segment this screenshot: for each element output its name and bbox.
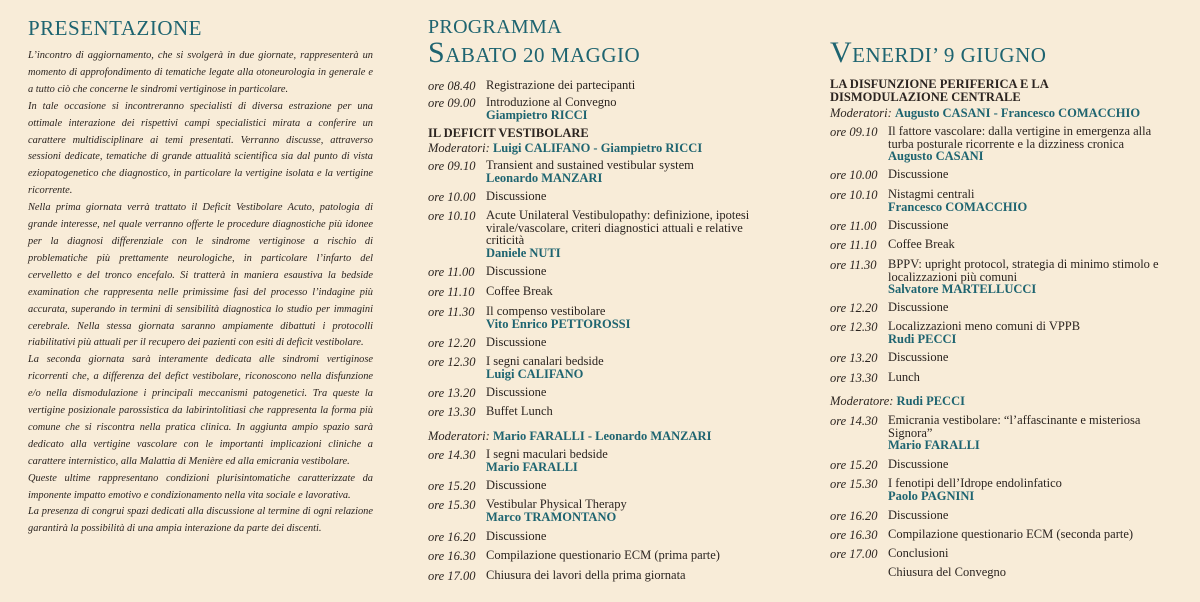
- moderators-label: Moderatori:: [428, 141, 490, 155]
- presentazione-body: [28, 48, 373, 538]
- schedule-time: ore 11.10: [830, 238, 877, 252]
- schedule-entry: [888, 219, 1175, 232]
- schedule-entry: [888, 566, 1175, 579]
- speaker-name: Mario FARALLI: [888, 438, 980, 452]
- presentazione-column: [28, 0, 373, 602]
- schedule-time: ore 11.10: [428, 285, 475, 299]
- schedule-text: Discussione: [888, 508, 949, 522]
- schedule-time: ore 15.30: [830, 477, 878, 491]
- speaker-name: Rudi PECCI: [888, 331, 957, 346]
- schedule-text: Discussione: [888, 350, 949, 364]
- schedule-time: ore 10.10: [428, 209, 476, 223]
- day-initial: S: [428, 36, 446, 69]
- schedule-text: Discussione: [486, 478, 547, 492]
- schedule-entry: [486, 79, 768, 92]
- schedule-entry: [486, 209, 768, 259]
- schedule-text: Chiusura del Convegno: [888, 565, 1007, 579]
- schedule-text: I segni maculari bedside: [486, 447, 608, 461]
- venerdi-day-heading: [830, 36, 1046, 70]
- programma-title: PROGRAMMA: [428, 16, 562, 38]
- schedule-entry: [486, 479, 768, 492]
- schedule-entry: [888, 301, 1175, 314]
- schedule-entry: [888, 125, 1175, 163]
- schedule-text: Chiusura dei lavori della prima giornata: [486, 568, 686, 582]
- schedule-text: Discussione: [486, 264, 547, 278]
- schedule-time: ore 09.10: [428, 159, 476, 173]
- sabato-day-heading: [428, 36, 640, 70]
- schedule-time: ore 16.30: [428, 549, 476, 563]
- schedule-text: Emicrania vestibolare: “l’affascinante e misteriosa Signora”: [888, 413, 1141, 440]
- schedule-time: ore 15.20: [428, 479, 476, 493]
- schedule-text: Introduzione al Convegno: [486, 95, 617, 109]
- schedule-time: ore 16.20: [428, 530, 476, 544]
- schedule-entry: [888, 477, 1175, 502]
- presentazione-paragraph: Queste ultime rappresentano condizioni plurisintomatiche caratterizzate da imponente impatto emotivo e condizionamento nella vita sociale e lavorativa.: [28, 472, 373, 501]
- schedule-text: Il fattore vascolare: dalla vertigine in emergenza alla turba posturale ricorrente e la dizziness cronica: [888, 124, 1152, 151]
- schedule-entry: [888, 188, 1175, 213]
- schedule-entry: [486, 96, 768, 121]
- moderators-names: Augusto CASANI - Francesco COMACCHIO: [894, 106, 1141, 120]
- schedule-time: ore 10.00: [428, 190, 476, 204]
- schedule-time: ore 14.30: [830, 414, 878, 428]
- schedule-text: Discussione: [888, 300, 949, 314]
- schedule-text: Coffee Break: [486, 284, 553, 298]
- schedule-entry: [486, 386, 768, 399]
- schedule-text: BPPV: upright protocol, strategia di minimo stimolo e localizzazioni più comuni: [888, 257, 1159, 284]
- schedule-entry: [486, 530, 768, 543]
- schedule-entry: [888, 258, 1175, 296]
- schedule-entry: [486, 159, 768, 184]
- presentazione-paragraph: L’incontro di aggiornamento, che si svolgerà in due giornate, rappresenterà un momento di approfondimento di tematiche legate alla otoneurologia in generale e a tutto ciò che concerne le sindromi vertiginose in particolare.: [28, 50, 373, 95]
- schedule-text: Transient and sustained vestibular system: [486, 158, 694, 172]
- schedule-time: ore 13.20: [830, 351, 878, 365]
- moderators: [830, 106, 1140, 121]
- schedule-text: Discussione: [888, 167, 949, 181]
- schedule-text: I fenotipi dell’Idrope endolinfatico: [888, 476, 1062, 490]
- schedule-text: Discussione: [486, 529, 547, 543]
- moderators-label: Moderatori:: [428, 429, 490, 443]
- schedule-time: ore 15.30: [428, 498, 476, 512]
- schedule-entry: [888, 509, 1175, 522]
- schedule-time: ore 12.20: [830, 301, 878, 315]
- speaker-name: Marco TRAMONTANO: [486, 509, 617, 524]
- presentazione-title: PRESENTAZIONE: [28, 16, 202, 40]
- schedule-text: Compilazione questionario ECM (seconda parte): [888, 527, 1134, 541]
- schedule-time: ore 11.30: [428, 305, 475, 319]
- schedule-time: ore 09.10: [830, 125, 878, 139]
- schedule-entry: [486, 285, 768, 298]
- speaker-name: Francesco COMACCHIO: [888, 199, 1028, 214]
- schedule-time: ore 11.00: [428, 265, 475, 279]
- moderators: [428, 141, 702, 156]
- schedule-entry: [486, 305, 768, 330]
- section-title: IL DEFICIT VESTIBOLARE: [428, 126, 589, 140]
- schedule-time: ore 10.10: [830, 188, 878, 202]
- schedule-time: ore 12.20: [428, 336, 476, 350]
- schedule-text: Coffee Break: [888, 237, 955, 251]
- speaker-name: Mario FARALLI: [486, 459, 578, 474]
- presentazione-paragraph: Nella prima giornata verrà trattato il Deficit Vestibolare Acuto, patologia di grande interesse, nel quale verranno offerte le procedure diagnostiche più idonee per la diagnosi differenziale con le sindrome vertiginose a rischio di problematiche più prettamente neurologiche, in particolare l’infarto del cervelletto e del tronco encefalo. Si tratterà in maniera esaustiva la bedside examination che rappresenta nelle primissime fasi del processo l’indagine più accurata, superando in termini di sensibilità diagnostica lo studio per immagini cerebrale. Nella stessa giornata saranno ampiamente dibattuti i protocolli riabilitativi più attuali per il recupero dei pazienti con esiti di deficit vestibolare.: [28, 202, 373, 349]
- schedule-entry: [888, 547, 1175, 560]
- moderators-names: Rudi PECCI: [896, 394, 965, 408]
- schedule-entry: [888, 238, 1175, 251]
- schedule-entry: [486, 549, 768, 562]
- schedule-text: Discussione: [888, 218, 949, 232]
- schedule-time: ore 15.20: [830, 458, 878, 472]
- schedule-entry: [486, 265, 768, 278]
- speaker-name: Augusto CASANI: [888, 149, 984, 163]
- schedule-text: Il compenso vestibolare: [486, 304, 606, 318]
- schedule-entry: [486, 355, 768, 380]
- schedule-entry: [486, 336, 768, 349]
- schedule-time: ore 12.30: [428, 355, 476, 369]
- schedule-text: Discussione: [486, 335, 547, 349]
- schedule-time: ore 13.30: [830, 371, 878, 385]
- venerdi-column: [830, 0, 1175, 602]
- moderators: [428, 429, 711, 444]
- speaker-name: Salvatore MARTELLUCCI: [888, 282, 1037, 296]
- presentazione-paragraph: In tale occasione si incontreranno specialisti di diversa estrazione per una ottimale interazione dei rispettivi campi specialistici mirata a conferire un carattere multidisciplinare ai temi presentati. Verranno discusse, attraverso sessioni dedicate, tematiche di grande attualità scientifica sia dal punto di vista eziopatogenetico che diagnostico, in particolare la vertigine isolata e la vertigine ricorrente.: [28, 100, 373, 197]
- programma-column: [428, 0, 768, 602]
- schedule-entry: [486, 498, 768, 523]
- schedule-time: ore 16.30: [830, 528, 878, 542]
- speaker-name: Leonardo MANZARI: [486, 170, 603, 185]
- schedule-entry: [888, 458, 1175, 471]
- schedule-entry: [888, 351, 1175, 364]
- schedule-text: Buffet Lunch: [486, 404, 553, 418]
- schedule-text: Discussione: [888, 457, 949, 471]
- schedule-text: Lunch: [888, 370, 920, 384]
- moderators-label: Moderatori:: [830, 106, 892, 120]
- moderators-names: Luigi CALIFANO - Giampietro RICCI: [492, 141, 703, 155]
- schedule-time: ore 11.30: [830, 258, 877, 272]
- speaker-name: Daniele NUTI: [486, 245, 561, 260]
- schedule-text: Compilazione questionario ECM (prima parte): [486, 548, 720, 562]
- schedule-text: Registrazione dei partecipanti: [486, 78, 636, 92]
- schedule-text: Acute Unilateral Vestibulopathy: definizione, ipotesi virale/vascolare, criteri diagnostici attuali e relative criticità: [486, 208, 750, 247]
- day-rest: ENERDI’ 9 GIUGNO: [852, 43, 1047, 67]
- schedule-time: ore 16.20: [830, 509, 878, 523]
- schedule-time: ore 10.00: [830, 168, 878, 182]
- schedule-text: Vestibular Physical Therapy: [486, 497, 627, 511]
- schedule-entry: [486, 569, 768, 582]
- schedule-entry: [888, 414, 1175, 452]
- schedule-text: Nistagmi centrali: [888, 187, 975, 201]
- schedule-entry: [486, 190, 768, 203]
- day-rest: ABATO 20 MAGGIO: [445, 43, 641, 67]
- speaker-name: Paolo PAGNINI: [888, 488, 975, 503]
- moderators-label: Moderatore:: [830, 394, 894, 408]
- schedule-entry: [486, 448, 768, 473]
- schedule-entry: [888, 528, 1175, 541]
- schedule-text: Localizzazioni meno comuni di VPPB: [888, 319, 1081, 333]
- schedule-time: ore 13.30: [428, 405, 476, 419]
- schedule-time: ore 17.00: [428, 569, 476, 583]
- schedule-text: Discussione: [486, 189, 547, 203]
- schedule-time: ore 08.40: [428, 79, 476, 93]
- presentazione-paragraph: La presenza di congrui spazi dedicati alla discussione al termine di ogni relazione garantirà la possibilità di una ampia interazione da parte dei discenti.: [28, 506, 373, 535]
- speaker-name: Giampietro RICCI: [486, 107, 588, 122]
- speaker-name: Luigi CALIFANO: [486, 366, 584, 381]
- schedule-time: ore 14.30: [428, 448, 476, 462]
- day-initial: V: [830, 36, 853, 69]
- schedule-text: I segni canalari bedside: [486, 354, 604, 368]
- schedule-text: Conclusioni: [888, 546, 949, 560]
- schedule-entry: [888, 320, 1175, 345]
- schedule-time: ore 13.20: [428, 386, 476, 400]
- schedule-entry: [888, 371, 1175, 384]
- schedule-entry: [486, 405, 768, 418]
- schedule-time: ore 09.00: [428, 96, 476, 110]
- schedule-time: ore 11.00: [830, 219, 877, 233]
- moderators-names: Mario FARALLI - Leonardo MANZARI: [492, 429, 712, 443]
- speaker-name: Vito Enrico PETTOROSSI: [486, 316, 631, 331]
- schedule-time: ore 12.30: [830, 320, 878, 334]
- section-title: LA DISFUNZIONE PERIFERICA E LA DISMODULAZIONE CENTRALE: [830, 77, 1049, 104]
- presentazione-paragraph: La seconda giornata sarà interamente dedicata alle sindromi vertiginose ricorrenti che, a differenza del defict vestibolare, riconoscono nella disfunzione e/o nella dismodulazione i principali meccanismi patogenetici. Tra queste la vertigine posizionale parossistica da labirintolitiasi che rappresenta la forma più comune che si riscontra nella pratica clinica. In aggiunta ampio spazio sarà dedicato alla vertigine vascolare con le importanti implicazioni cliniche a carattere internistico, alla Malattia di Menière ed alla emicrania vestibolare.: [28, 354, 373, 467]
- schedule-time: ore 17.00: [830, 547, 878, 561]
- schedule-entry: [888, 168, 1175, 181]
- schedule-text: Discussione: [486, 385, 547, 399]
- moderators: [830, 394, 965, 409]
